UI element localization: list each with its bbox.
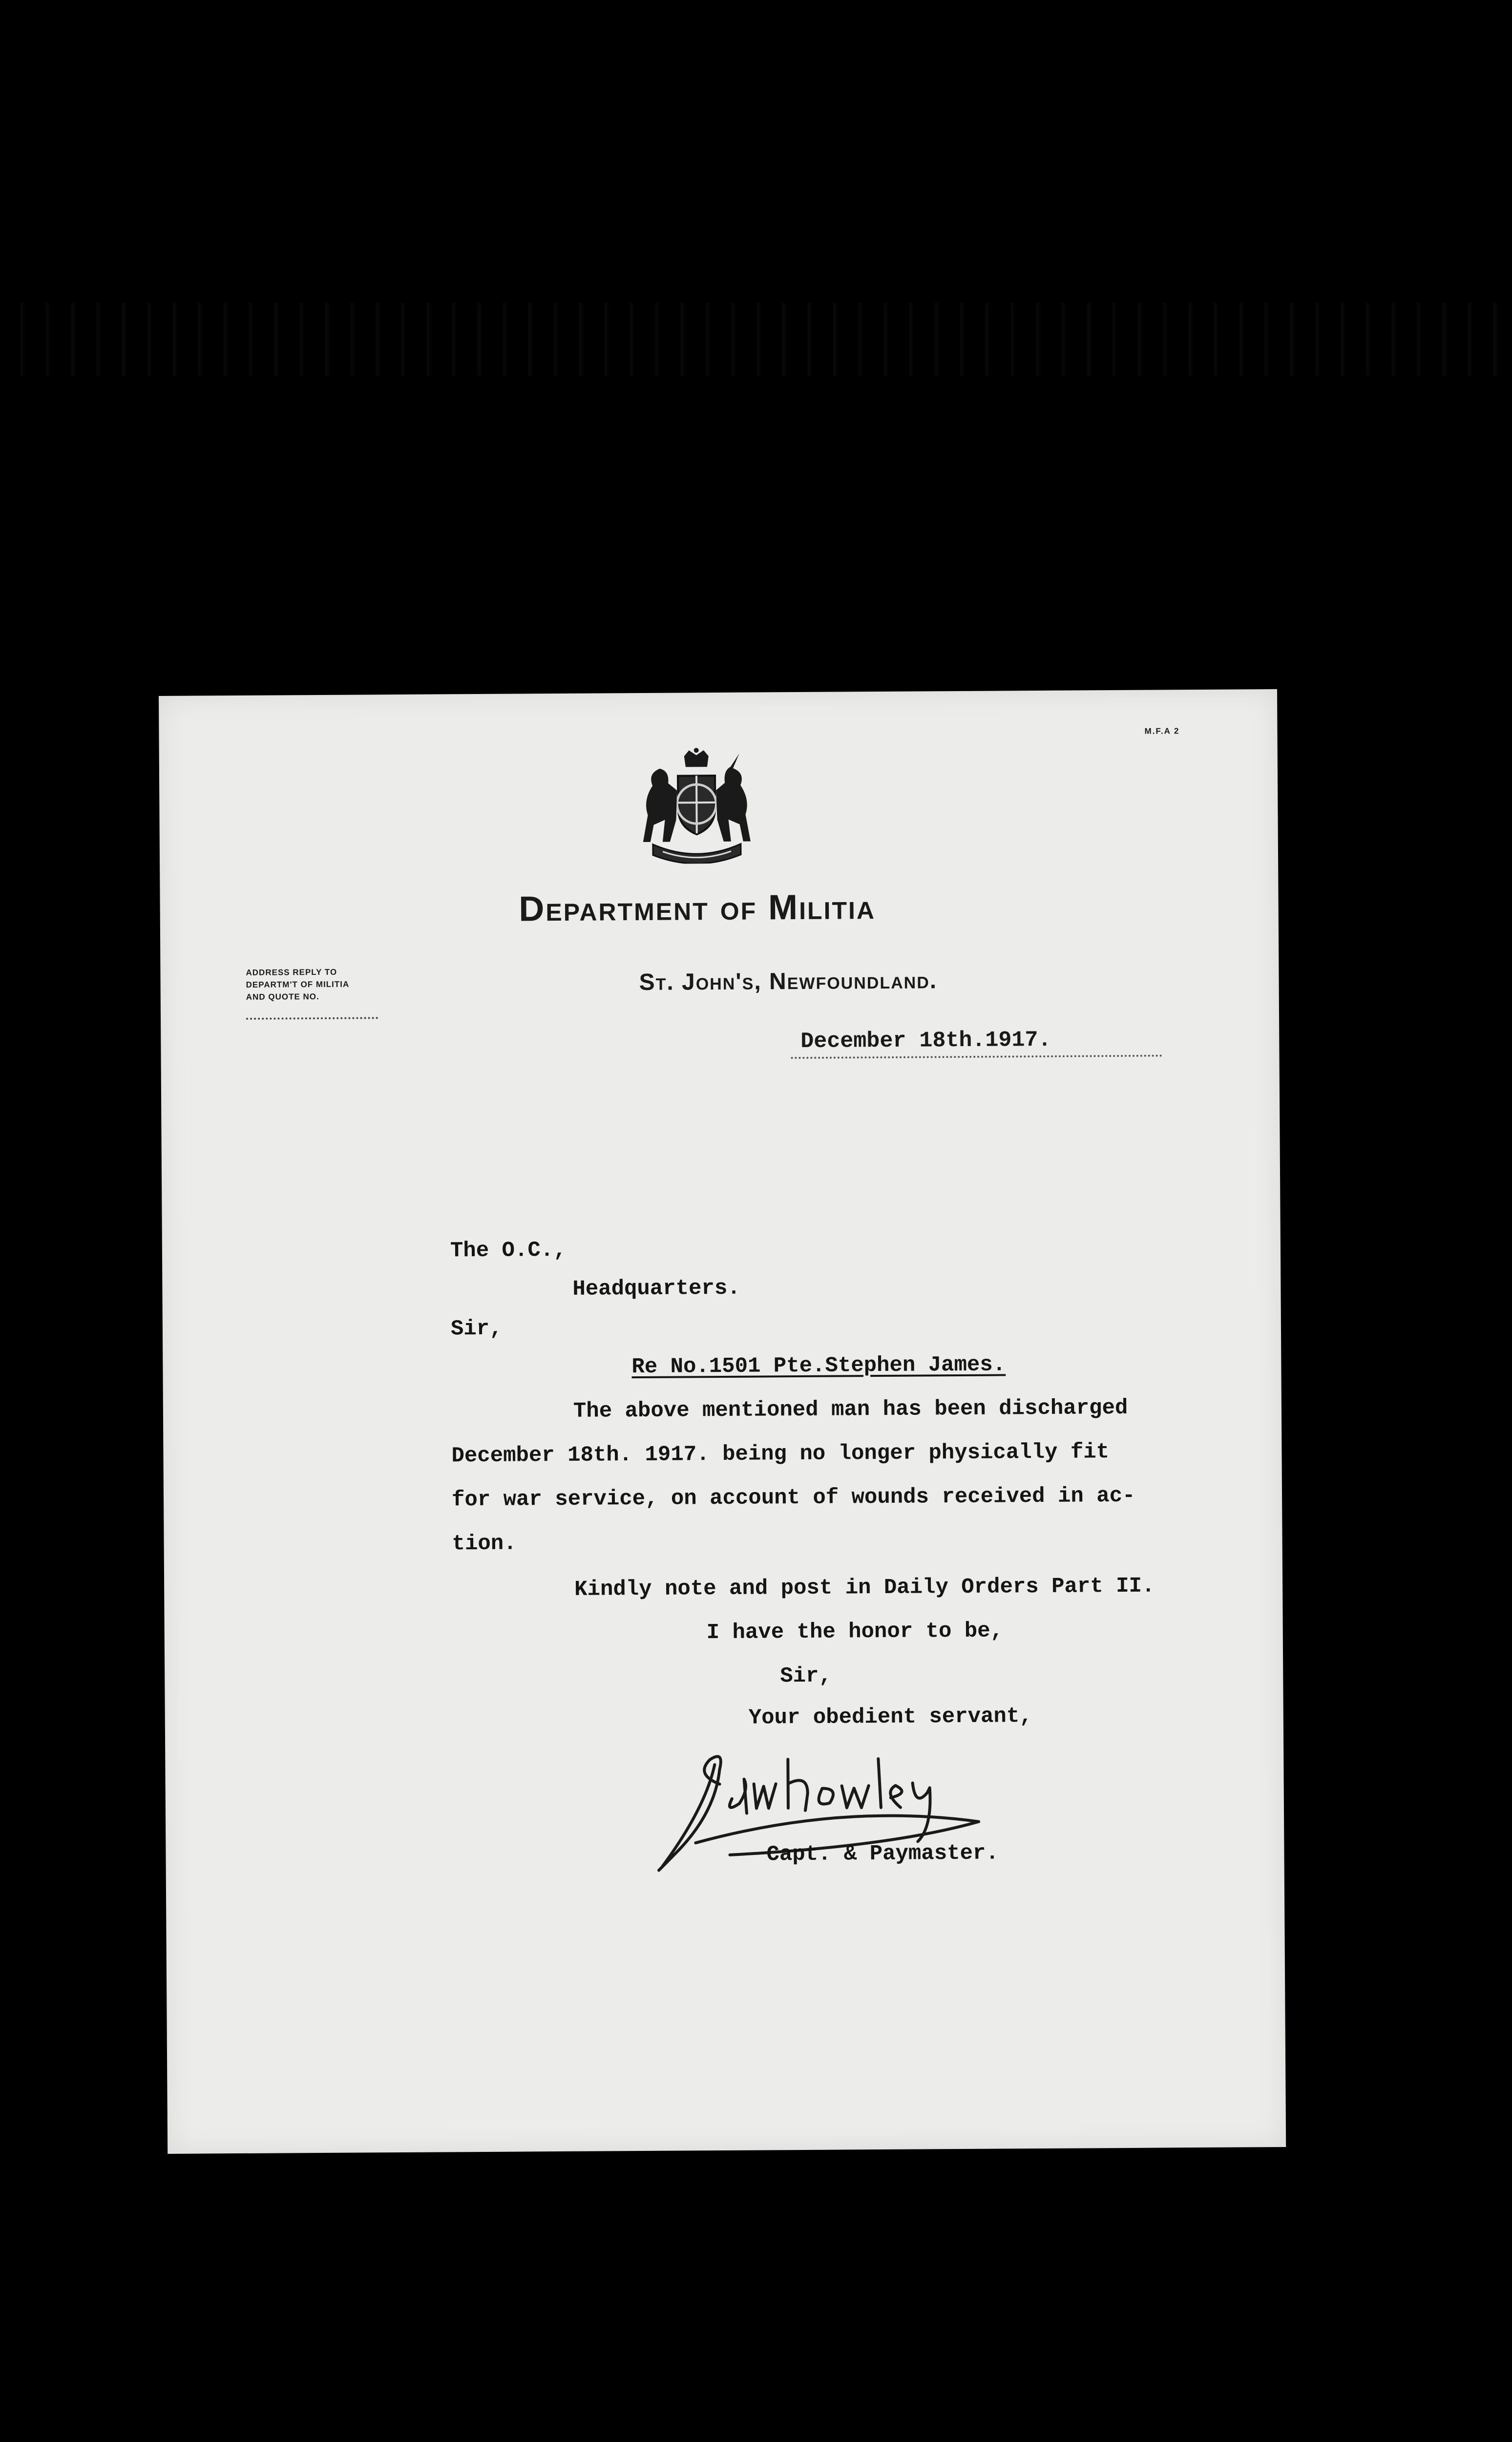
body-line: for war service, on account of wounds received in ac- [451, 1483, 1135, 1513]
letter-sheet [159, 689, 1286, 2154]
salutation: Sir, [450, 1316, 503, 1342]
address-reply-note [246, 966, 407, 1020]
instruction-line: Kindly note and post in Daily Orders Part II. [574, 1574, 1155, 1602]
signer-title: Capt. & Paymaster. [766, 1841, 999, 1867]
closing-line: I have the honor to be, [706, 1619, 1004, 1645]
address-reply-line: ADDRESS REPLY TO [246, 967, 337, 977]
form-code: M.F.A 2 [1144, 726, 1180, 736]
body-line: The above mentioned man has been discharged [573, 1395, 1128, 1424]
closing-line: Your obedient servant, [748, 1704, 1032, 1730]
closing-line: Sir, [780, 1663, 832, 1689]
department-title: Department of Militia [519, 887, 876, 929]
addressee-line: The O.C., [450, 1238, 567, 1263]
letterhead-city: St. John's, Newfoundland. [639, 968, 938, 996]
reference-number-blank [246, 1017, 378, 1020]
letter-date: December 18th.1917. [791, 1027, 1162, 1059]
body-line: tion. [452, 1531, 517, 1557]
addressee-line: Headquarters. [572, 1276, 740, 1302]
address-reply-line: AND QUOTE NO. [246, 992, 319, 1002]
subject-line: Re No.1501 Pte.Stephen James. [631, 1352, 1006, 1380]
scan-noise-band [0, 303, 1512, 376]
royal-coat-of-arms-icon [623, 746, 770, 864]
address-reply-line: DEPARTM'T OF MILITIA [246, 979, 350, 989]
body-line: December 18th. 1917. being no longer physically fit [451, 1440, 1110, 1469]
